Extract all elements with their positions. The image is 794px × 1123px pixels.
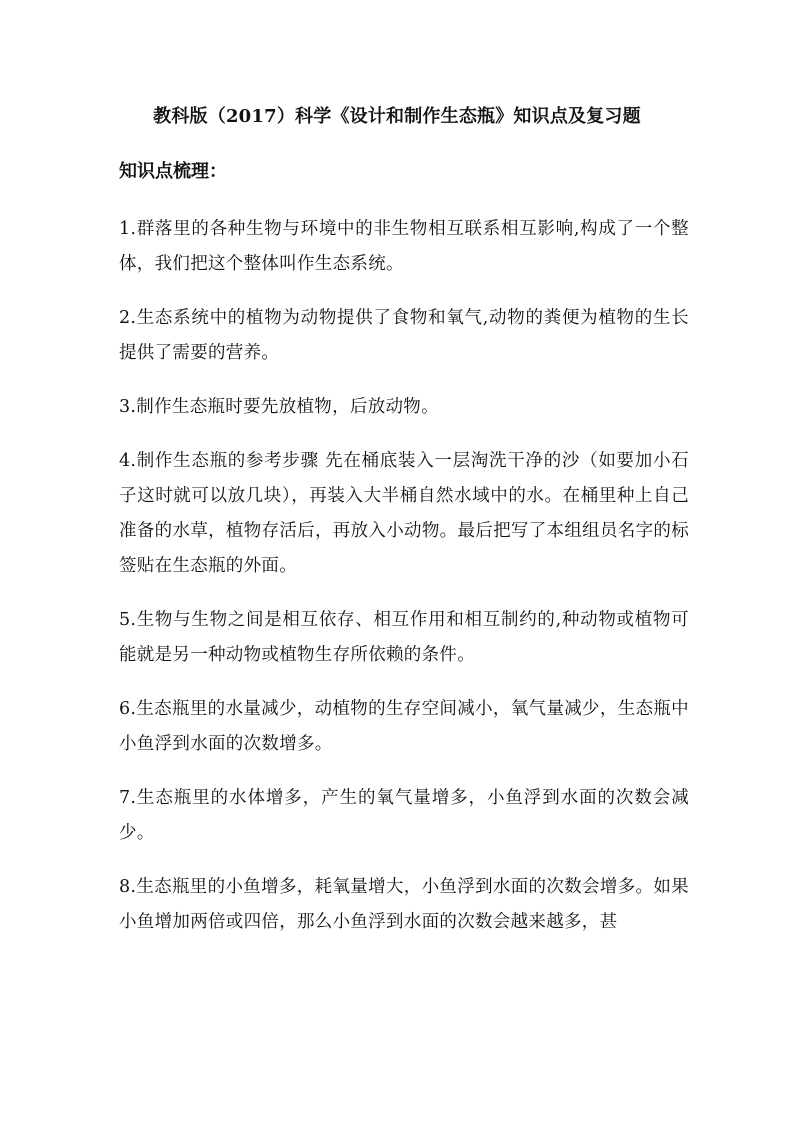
paragraph-7: 7.生态瓶里的水体增多，产生的氧气量增多，小鱼浮到水面的次数会减少。 — [119, 788, 689, 843]
paragraph-4: 4.制作生态瓶的参考步骤 先在桶底装入一层淘洗干净的沙（如要加小石子这时就可以放几块），再装入大半桶自然水域中的水。在桶里种上自己准备的水草，植物存活后，再放入小动物。最后把写了本组组员名字的标签贴在生态瓶的外面。 — [119, 451, 689, 576]
paragraph-8: 8.生态瓶里的小鱼增多，耗氧量增大，小鱼浮到水面的次数会增多。如果小鱼增加两倍或四倍，那么小鱼浮到水面的次数会越来越多，甚 — [119, 877, 689, 932]
paragraph-2: 2.生态系统中的植物为动物提供了食物和氧气,动物的粪便为植物的生长提供了需要的营养。 — [119, 308, 689, 363]
paragraph-6: 6.生态瓶里的水量减少，动植物的生存空间减小，氧气量减少，生态瓶中小鱼浮到水面的次数增多。 — [119, 699, 689, 754]
section-heading: 知识点梳理： — [119, 161, 227, 182]
document-body — [119, 212, 689, 959]
paragraph-3: 3.制作生态瓶时要先放植物，后放动物。 — [119, 397, 439, 417]
paragraph-5: 5.生物与生物之间是相互依存、相互作用和相互制约的,种动物或植物可能就是另一种动物或植物生存所依赖的条件。 — [119, 610, 689, 665]
document-title: 教科版（2017）科学《设计和制作生态瓶》知识点及复习题 — [153, 106, 641, 127]
paragraph-1: 1.群落里的各种生物与环境中的非生物相互联系相互影响,构成了一个整体，我们把这个整体叫作生态系统。 — [119, 219, 689, 274]
